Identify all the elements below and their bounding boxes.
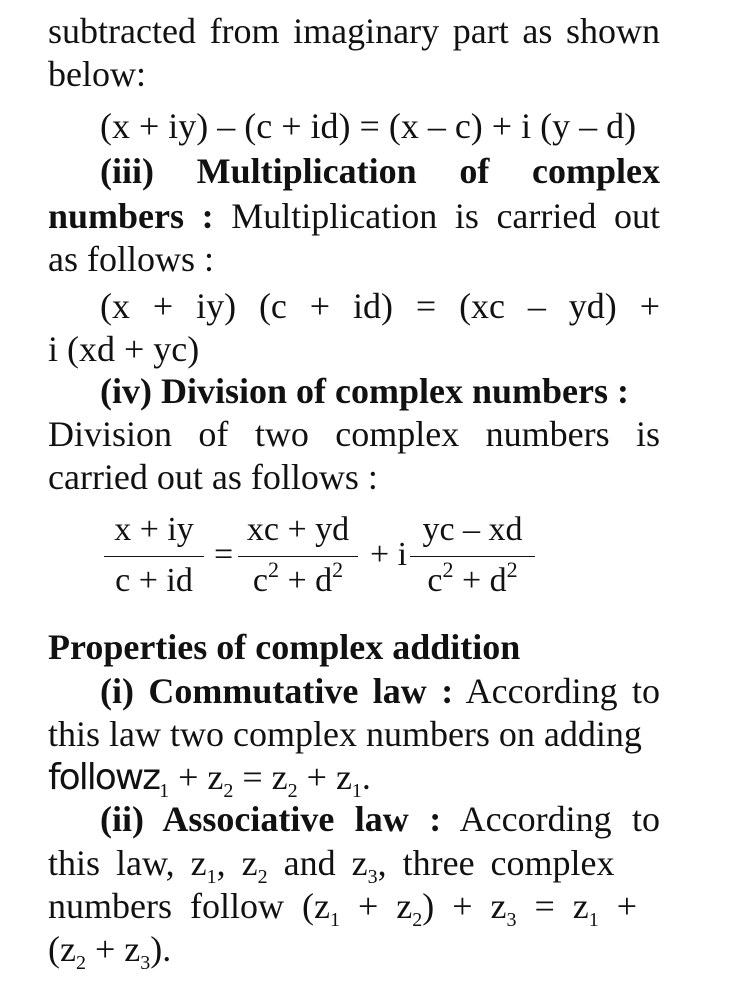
- heading-division: (iv) Division of complex numbers :: [100, 371, 629, 411]
- text-line: [100, 798, 660, 841]
- text-line: as follows :: [48, 239, 214, 279]
- text-line: carried out as follows :: [48, 457, 378, 497]
- text-line: below:: [48, 54, 146, 94]
- bold-term: (i) Commutative law :: [100, 671, 454, 711]
- text-line: this law, $z_1$, $z_2$ and $z_3$, three complex: [48, 843, 615, 888]
- text-line: numbers follow $(z_1 + z_2) + z_3 = z_1$ +: [48, 886, 638, 931]
- section-heading: Properties of complex addition: [48, 627, 521, 667]
- fraction-real: [238, 510, 358, 601]
- fraction-imag: [410, 510, 535, 601]
- text-span: According to: [441, 799, 660, 839]
- text-line: this law two complex numbers on adding: [48, 714, 642, 754]
- equation-subtraction: (x + iy) – (c + id) = (x – c) + i (y – d): [100, 106, 637, 146]
- denominator: $c^2 + d^2$: [252, 557, 344, 599]
- equation-multiplication-cont: i (xd + yc): [48, 329, 200, 369]
- bold-term: (ii) Associative law :: [100, 799, 442, 839]
- equals-sign: =: [214, 536, 234, 573]
- text-span: Multiplication is carried out: [213, 196, 660, 236]
- text-span: According to: [453, 671, 660, 711]
- text-line: Division of two complex numbers is: [48, 414, 660, 454]
- text-line: [48, 195, 660, 238]
- equation-multiplication: (x + iy) (c + id) = (xc – yd) +: [100, 286, 660, 326]
- fraction-bar: [104, 556, 204, 557]
- text-span: follow: [48, 757, 143, 798]
- numerator: xc + yd: [246, 511, 350, 548]
- numerator: yc – xd: [422, 511, 523, 548]
- denominator: $c^2 + d^2$: [427, 557, 518, 599]
- bold-term: numbers :: [48, 196, 214, 236]
- text-line: subtracted from imaginary part as shown: [48, 11, 660, 51]
- numerator: x + iy: [114, 511, 194, 548]
- fraction-lhs: [104, 510, 204, 601]
- denominator: c + id: [115, 562, 193, 599]
- heading-multiplication: (iii) Multiplication of complex: [100, 151, 660, 191]
- plus-i: + i: [370, 536, 408, 573]
- text-line: [100, 670, 660, 713]
- text-line: $(z_2 + z_3)$.: [48, 929, 172, 974]
- equation-commutative: followz$_1$ + $z_2 = z_2 + z_1$.: [48, 757, 371, 802]
